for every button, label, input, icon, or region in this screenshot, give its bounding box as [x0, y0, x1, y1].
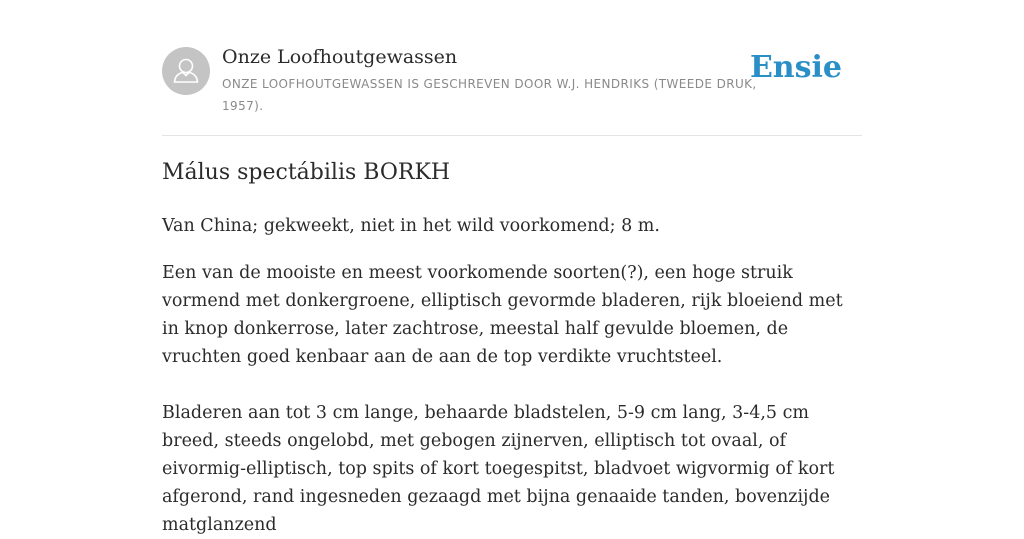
entry-paragraph: Een van de mooiste en meest voorkomende soorten(?), een hoge struik vormend met donkergroene, elliptisch gevormde bladeren, rijk bloeiend met in knop donkerrose, later zachtrose, meestal half gevulde bloemen, de vruchten goed kenbaar aan de aan de top verdikte vruchtsteel. [162, 263, 843, 367]
entry-paragraph: Bladeren aan tot 3 cm lange, behaarde bladstelen, 5-9 cm lang, 3-4,5 cm breed, steeds ongelobd, met gebogen zijnerven, elliptisch tot ovaal, of eivormig-elliptisch, top spits of kort toegespitst, bladvoet wigvormig of kort afgerond, rand ingesneden gezaagd met bijna genaaide tanden, bovenzijde matglanzend [162, 403, 835, 535]
entry-title: Málus spectábilis BORKH [162, 160, 451, 185]
entry-paragraph: Van China; gekweekt, niet in het wild voorkomend; 8 m. [162, 216, 660, 236]
user-silhouette-icon [162, 47, 210, 95]
ensie-logo[interactable]: Ensie [749, 50, 842, 85]
source-header [162, 46, 862, 136]
source-description: ONZE LOOFHOUTGEWASSEN IS GESCHREVEN DOOR W.J. HENDRIKS (TWEEDE DRUK, 1957). [222, 77, 757, 113]
source-avatar[interactable] [162, 47, 210, 95]
header-divider [162, 135, 862, 136]
source-title[interactable]: Onze Loofhoutgewassen [222, 46, 458, 68]
